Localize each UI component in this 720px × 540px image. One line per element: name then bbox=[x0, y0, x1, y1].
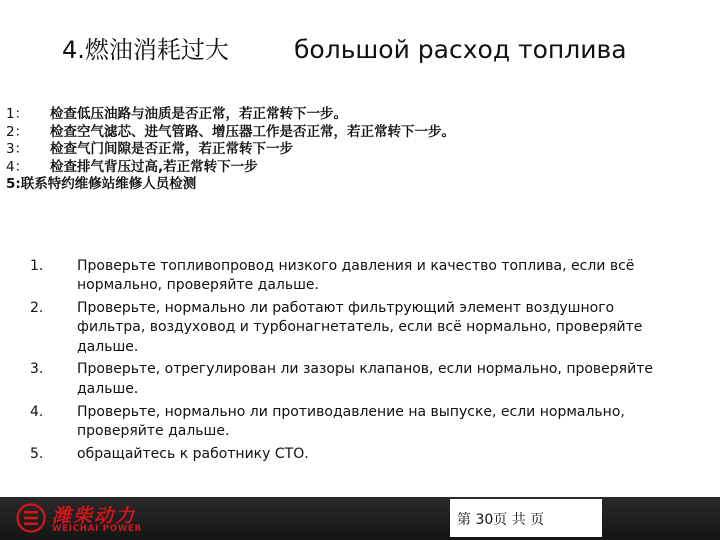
slide-title bbox=[62, 30, 702, 70]
russian-steps-list bbox=[30, 257, 680, 467]
page-number: 第 30页 共 页 bbox=[457, 512, 545, 528]
chinese-steps-list bbox=[6, 106, 706, 194]
russian-step: 5. обращайтесь к работнику СТО. bbox=[30, 445, 309, 462]
title-chinese: 4.燃油消耗过大 bbox=[62, 36, 229, 64]
weichai-logo bbox=[12, 499, 182, 537]
chinese-step: 2： 检查空气滤芯、进气管路、增压器工作是否正常，若正常转下一步。 bbox=[6, 123, 455, 140]
logo-chinese-text: 潍柴动力 bbox=[52, 505, 137, 527]
chinese-step: 1： 检查低压油路与油质是否正常，若正常转下一步。 bbox=[6, 106, 347, 122]
weichai-logo-icon bbox=[16, 503, 46, 533]
chinese-step: 3： 检查气门间隙是否正常，若正常转下一步 bbox=[6, 141, 293, 157]
chinese-step: 4： 检查排气背压过高,若正常转下一步 bbox=[6, 158, 258, 175]
russian-step: 1. Проверьте топливопровод низкого давления и качество топлива, если всё нормально, проверяйте дальше． bbox=[30, 258, 635, 294]
russian-step: 2. Проверьте, нормально ли работают фильтрующий элемент воздушного фильтра, воздуховод и турбонагнетатель, если всё нормально, проверяйте дальше． bbox=[30, 300, 643, 355]
title-russian: большой расход топлива bbox=[294, 35, 627, 64]
logo-english-text: WEICHAI POWER bbox=[52, 524, 142, 534]
russian-step: 4. Проверьте, нормально ли противодавление на выпуске, если нормально, проверяйте дальше． bbox=[30, 403, 625, 439]
russian-step: 3. Проверьте, отрегулирован ли зазоры клапанов, если нормально, проверяйте дальше． bbox=[30, 361, 653, 397]
chinese-step-last: 5:联系特约维修站维修人员检测 bbox=[6, 176, 197, 192]
